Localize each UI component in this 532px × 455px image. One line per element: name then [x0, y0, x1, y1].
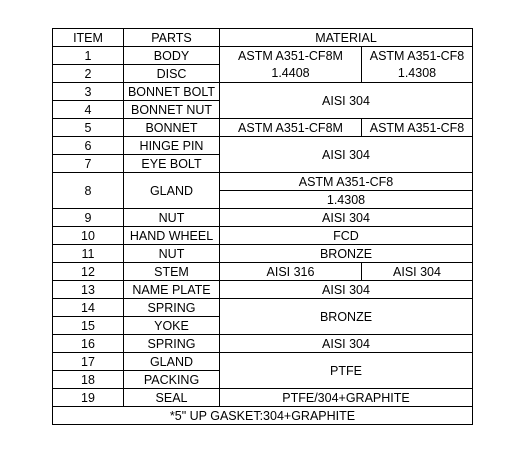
part-name: EYE BOLT	[124, 155, 220, 173]
material-cell: 1.4308	[362, 65, 473, 83]
table-row	[53, 353, 473, 371]
material-cell: BRONZE	[220, 245, 473, 263]
part-name: SEAL	[124, 389, 220, 407]
part-name: NUT	[124, 245, 220, 263]
material-cell: ASTM A351-CF8M	[220, 47, 362, 65]
material-cell: PTFE	[220, 353, 473, 389]
header-parts: PARTS	[124, 29, 220, 47]
item-number: 18	[53, 371, 124, 389]
material-cell: AISI 316	[220, 263, 362, 281]
material-cell: ASTM A351-CF8	[362, 47, 473, 65]
table-row	[53, 119, 473, 137]
part-name: BODY	[124, 47, 220, 65]
item-number: 2	[53, 65, 124, 83]
material-cell: AISI 304	[220, 281, 473, 299]
item-number: 17	[53, 353, 124, 371]
part-name: BONNET BOLT	[124, 83, 220, 101]
material-cell: ASTM A351-CF8	[220, 173, 473, 191]
item-number: 5	[53, 119, 124, 137]
item-number: 10	[53, 227, 124, 245]
part-name: STEM	[124, 263, 220, 281]
part-name: PACKING	[124, 371, 220, 389]
material-cell: ASTM A351-CF8	[362, 119, 473, 137]
material-cell: AISI 304	[220, 137, 473, 173]
material-cell: 1.4408	[220, 65, 362, 83]
material-cell: AISI 304	[220, 335, 473, 353]
part-name: GLAND	[124, 173, 220, 209]
item-number: 19	[53, 389, 124, 407]
table-row	[53, 245, 473, 263]
table-row	[53, 65, 473, 83]
item-number: 3	[53, 83, 124, 101]
bom-table-container	[52, 28, 473, 425]
table-row	[53, 227, 473, 245]
material-cell: ASTM A351-CF8M	[220, 119, 362, 137]
part-name: HAND WHEEL	[124, 227, 220, 245]
item-number: 14	[53, 299, 124, 317]
gasket-footnote: *5" UP GASKET:304+GRAPHITE	[53, 407, 473, 425]
table-row	[53, 281, 473, 299]
material-cell: 1.4308	[220, 191, 473, 209]
material-cell: BRONZE	[220, 299, 473, 335]
item-number: 6	[53, 137, 124, 155]
bill-of-materials-table	[52, 28, 473, 425]
part-name: GLAND	[124, 353, 220, 371]
part-name: NAME PLATE	[124, 281, 220, 299]
table-row	[53, 83, 473, 101]
table-row	[53, 47, 473, 65]
part-name: YOKE	[124, 317, 220, 335]
table-row	[53, 209, 473, 227]
item-number: 8	[53, 173, 124, 209]
item-number: 13	[53, 281, 124, 299]
table-row	[53, 173, 473, 191]
part-name: NUT	[124, 209, 220, 227]
material-cell: AISI 304	[220, 209, 473, 227]
material-cell: AISI 304	[220, 83, 473, 119]
material-cell: PTFE/304+GRAPHITE	[220, 389, 473, 407]
part-name: SPRING	[124, 335, 220, 353]
item-number: 7	[53, 155, 124, 173]
item-number: 16	[53, 335, 124, 353]
item-number: 15	[53, 317, 124, 335]
item-number: 11	[53, 245, 124, 263]
part-name: DISC	[124, 65, 220, 83]
table-row	[53, 299, 473, 317]
item-number: 4	[53, 101, 124, 119]
item-number: 12	[53, 263, 124, 281]
material-cell: FCD	[220, 227, 473, 245]
part-name: SPRING	[124, 299, 220, 317]
table-row	[53, 335, 473, 353]
material-cell: AISI 304	[362, 263, 473, 281]
table-row	[53, 137, 473, 155]
item-number: 1	[53, 47, 124, 65]
header-item: ITEM	[53, 29, 124, 47]
footnote-row	[53, 407, 473, 425]
table-row	[53, 389, 473, 407]
table-row	[53, 263, 473, 281]
part-name: BONNET NUT	[124, 101, 220, 119]
header-row	[53, 29, 473, 47]
part-name: BONNET	[124, 119, 220, 137]
header-material: MATERIAL	[220, 29, 473, 47]
item-number: 9	[53, 209, 124, 227]
part-name: HINGE PIN	[124, 137, 220, 155]
